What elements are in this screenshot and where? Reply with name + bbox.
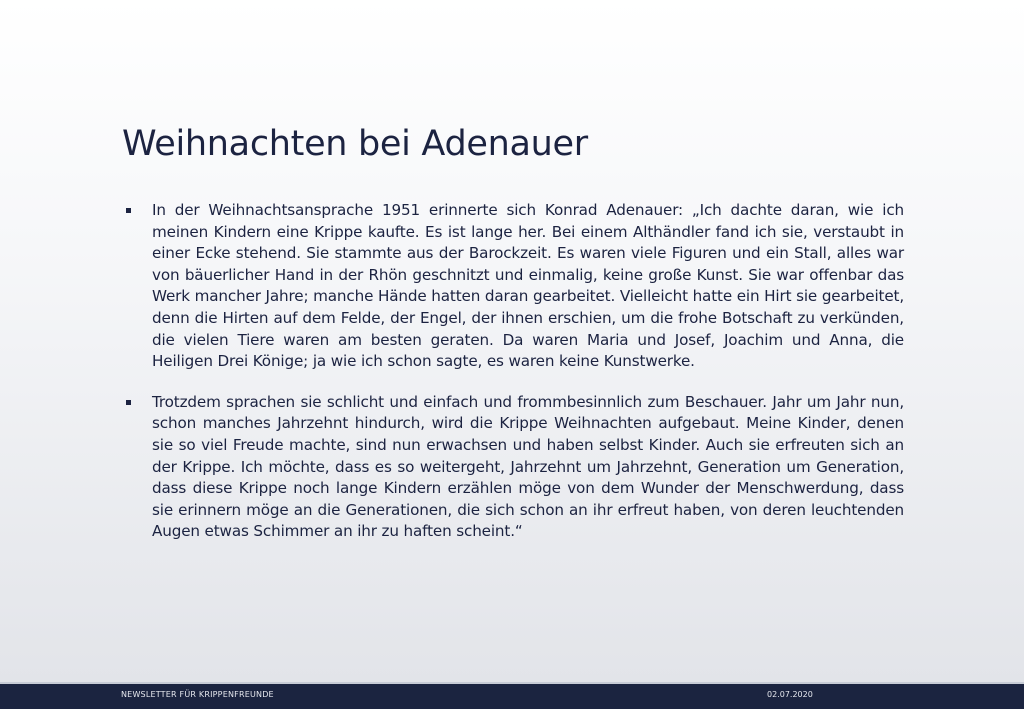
bullet-item <box>124 200 904 373</box>
footer-bar <box>0 684 1024 709</box>
slide-title: Weihnachten bei Adenauer <box>122 124 588 164</box>
bullet-text: Trotzdem sprachen sie schlicht und einfach und frommbesinnlich zum Beschauer. Jahr um Jahr nun, schon manches Jahrzehnt hindurch, wird die Krippe Weihnachten aufgebaut. Meine Kinder, denen sie so viel Freude machte, sind nun erwachsen und haben selbst Kinder. Auch sie erfreuten sich an der Krippe. Ich möchte, dass es so weitergeht, Jahrzehnt um Jahrzehnt, Generation um Generation, dass diese Krippe noch lange Kindern erzählen möge von dem Wunder der Menschwerdung, dass sie erinnern möge an die Generationen, die sich schon an ihr erfreut haben, von deren leuchtenden Augen etwas Schimmer an ihr zu haften scheint.“ <box>152 392 904 541</box>
bullet-item <box>124 392 904 543</box>
slide-content <box>124 200 904 562</box>
bullet-square-icon <box>126 208 131 213</box>
footer-date: 02.07.2020 <box>767 690 813 699</box>
footer-newsletter-label: NEWSLETTER FÜR KRIPPENFREUNDE <box>121 690 274 699</box>
bullet-square-icon <box>126 400 131 405</box>
bullet-text: In der Weihnachtsansprache 1951 erinnerte sich Konrad Adenauer: „Ich dachte daran, wie ich meinen Kindern eine Krippe kaufte. Es ist lange her. Bei einem Althändler fand ich sie, verstaubt in einer Ecke stehend. Sie stammte aus der Barockzeit. Es waren viele Figuren und ein Stall, alles war von bäuerlicher Hand in der Rhön geschnitzt und einmalig, keine große Kunst. Sie war offenbar das Werk mancher Jahre; manche Hände hatten daran gearbeitet. Vielleicht hatte ein Hirt sie gearbeitet, denn die Hirten auf dem Felde, der Engel, der ihnen erschien, um die frohe Botschaft zu verkünden, die vielen Tiere waren am besten geraten. Da waren Maria und Josef, Joachim und Anna, die Heiligen Drei Könige; ja wie ich schon sagte, es waren keine Kunstwerke. <box>152 201 904 371</box>
